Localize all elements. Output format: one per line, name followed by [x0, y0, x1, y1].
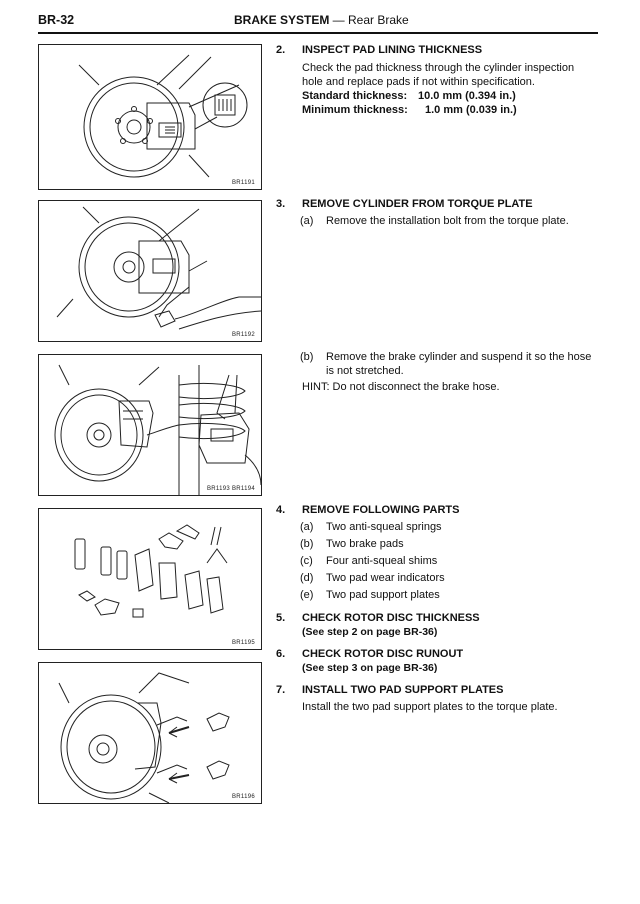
step-5-reference: (See step 2 on page BR-36) [302, 626, 438, 638]
illustration-pad-parts [39, 509, 261, 649]
figure-code: BR1195 [231, 640, 255, 646]
step-title: REMOVE CYLINDER FROM TORQUE PLATE [302, 198, 533, 210]
step-2-line-2: hole and replace pads if not within specification. [302, 76, 535, 88]
spec-label: Minimum thickness: [302, 104, 408, 116]
sub-text: Remove the installation bolt from the torque plate. [326, 215, 569, 227]
item-label: (e) [300, 589, 314, 601]
title-separator: — [329, 13, 349, 27]
spec-value: 10.0 mm (0.394 in.) [418, 90, 516, 102]
spec-standard-thickness [302, 90, 516, 102]
item-text: Four anti-squeal shims [326, 555, 438, 567]
step-title: CHECK ROTOR DISC RUNOUT [302, 648, 464, 660]
step-7-text: Install the two pad support plates to the torque plate. [302, 701, 558, 713]
item-label: (d) [300, 572, 314, 584]
figure-cylinder-suspended [38, 354, 262, 496]
sub-text [326, 350, 596, 378]
item-text: Two pad wear indicators [326, 572, 445, 584]
spec-value: 1.0 mm (0.039 in.) [425, 104, 517, 116]
item-text: Two pad support plates [326, 589, 440, 601]
item-label: (b) [300, 538, 314, 550]
illustration-support-plates [39, 663, 261, 803]
item-text: Two anti-squeal springs [326, 521, 442, 533]
figure-code: BR1191 [231, 180, 255, 186]
step-number: 4. [276, 504, 286, 516]
step-number: 2. [276, 44, 286, 56]
figure-pad-parts [38, 508, 262, 650]
sub-label: (a) [300, 215, 314, 227]
step-number: 3. [276, 198, 286, 210]
step-2-text [302, 61, 598, 89]
spec-minimum-thickness [302, 104, 517, 116]
figure-code: BR1192 [231, 332, 255, 338]
section-title [234, 13, 409, 27]
sub-label: (b) [300, 351, 314, 363]
step-title: INSPECT PAD LINING THICKNESS [302, 44, 483, 56]
step-3b-line-1: Remove the brake cylinder and suspend it so the hose [326, 351, 592, 363]
step-title: CHECK ROTOR DISC THICKNESS [302, 612, 480, 624]
step-2-line-1: Check the pad thickness through the cylinder inspection [302, 62, 575, 74]
illustration-cylinder-suspended [39, 355, 261, 495]
step-title: REMOVE FOLLOWING PARTS [302, 504, 460, 516]
step-number: 5. [276, 612, 286, 624]
figure-pad-inspection [38, 44, 262, 190]
item-label: (c) [300, 555, 313, 567]
step-number: 6. [276, 648, 286, 660]
figure-bolt-removal [38, 200, 262, 342]
illustration-pad-inspection [39, 45, 261, 189]
step-6-reference: (See step 3 on page BR-36) [302, 662, 438, 674]
step-number: 7. [276, 684, 286, 696]
figure-support-plates [38, 662, 262, 804]
item-text: Two brake pads [326, 538, 404, 550]
section-name: BRAKE SYSTEM [234, 13, 330, 27]
step-3-hint: HINT: Do not disconnect the brake hose. [302, 381, 500, 393]
figure-code: BR1196 [231, 794, 255, 800]
page-number: BR-32 [38, 13, 75, 27]
step-title: INSTALL TWO PAD SUPPORT PLATES [302, 684, 504, 696]
page-header [38, 10, 598, 34]
item-label: (a) [300, 521, 314, 533]
spec-label: Standard thickness: [302, 90, 408, 102]
step-3b-line-2: is not stretched. [326, 365, 404, 377]
subsection-name: Rear Brake [348, 13, 409, 27]
illustration-bolt-removal [39, 201, 261, 341]
figure-code: BR1193 BR1194 [206, 486, 255, 492]
